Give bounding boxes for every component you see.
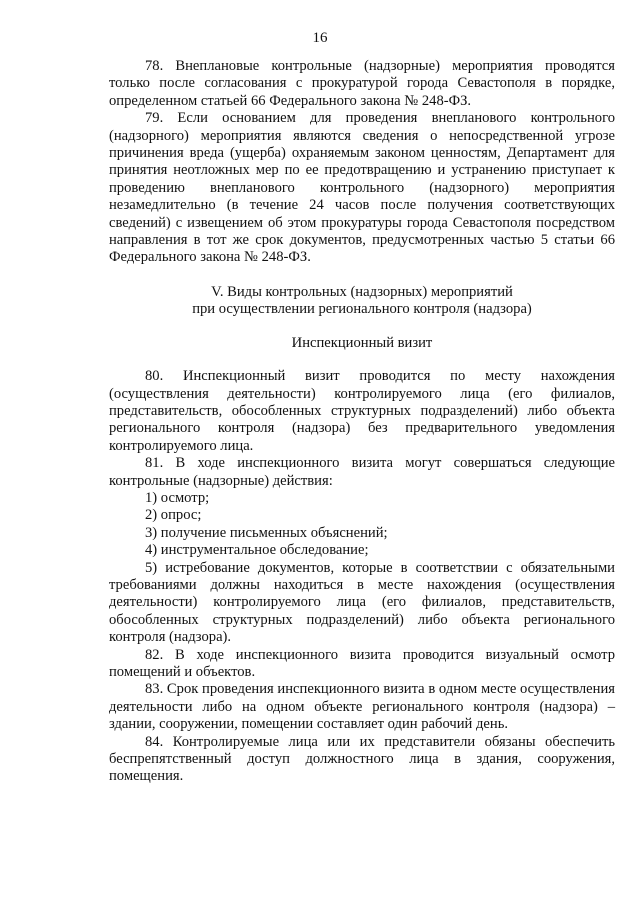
paragraph-81: 81. В ходе инспекционного визита могут совершаться следующие контрольные (надзорные) действия:: [109, 455, 615, 489]
list-item: 3) получение письменных объяснений;: [145, 524, 388, 541]
list-item-5: 5) истребование документов, которые в соответствии с обязательными требованиями должны находиться в месте нахождения (осуществления деятельности) контролируемого лица (его филиалов, представительств, обособленных структурных подразделений) либо объекта регионального контроля (надзора).: [109, 559, 615, 646]
paragraph-83: 83. Срок проведения инспекционного визита в одном месте осуществления деятельности либо на одном объекте регионального контроля (надзора) – здании, сооружении, помещении составляет один рабочий день.: [109, 681, 615, 733]
page-number: 16: [312, 30, 328, 46]
section-heading-line-2: при осуществлении регионального контроля (надзора): [192, 301, 532, 318]
subheading: Инспекционный визит: [291, 334, 433, 351]
paragraph-82: 82. В ходе инспекционного визита проводится визуальный осмотр помещений и объектов.: [109, 646, 615, 680]
spacer: [109, 267, 615, 284]
paragraph-80: 80. Инспекционный визит проводится по месту нахождения (осуществления деятельности) контролируемого лица (его филиалов, представительств, обособленных структурных подразделений) либо объекта регионального контроля (надзора) без предварительного уведомления контролируемого лица.: [109, 368, 615, 454]
spacer: [109, 319, 615, 335]
spacer: [109, 352, 615, 368]
list-item: 2) опрос;: [145, 507, 202, 524]
paragraph-84: 84. Контролируемые лица или их представители обязаны обеспечить беспрепятственный доступ должностного лица в здания, сооружения, помещения.: [109, 733, 615, 785]
list-item: 1) осмотр;: [145, 489, 210, 506]
section-heading-line-1: V. Виды контрольных (надзорных) мероприятий: [211, 283, 513, 300]
document-body: [109, 58, 615, 786]
list-item: 4) инструментальное обследование;: [145, 542, 369, 559]
paragraph-79: 79. Если основанием для проведения внепланового контрольного (надзорного) мероприятия являются сведения о непосредственной угрозе причинения вреда (ущерба) охраняемым законом ценностям, Департамент для принятия неотложных мер по ее предотвращению и устранению приступает к проведению внепланового контрольного (надзорного) мероприятия незамедлительно (в течение 24 часов после получения соответствующих сведений) с извещением об этом прокуратуры города Севастополя посредством направления в тот же срок документов, предусмотренных частью 5 статьи 66 Федерального закона № 248-ФЗ.: [109, 110, 615, 266]
paragraph-78: 78. Внеплановые контрольные (надзорные) мероприятия проводятся только после согласования с прокуратурой города Севастополя в порядке, определенном статьей 66 Федерального закона № 248-ФЗ.: [109, 58, 615, 109]
